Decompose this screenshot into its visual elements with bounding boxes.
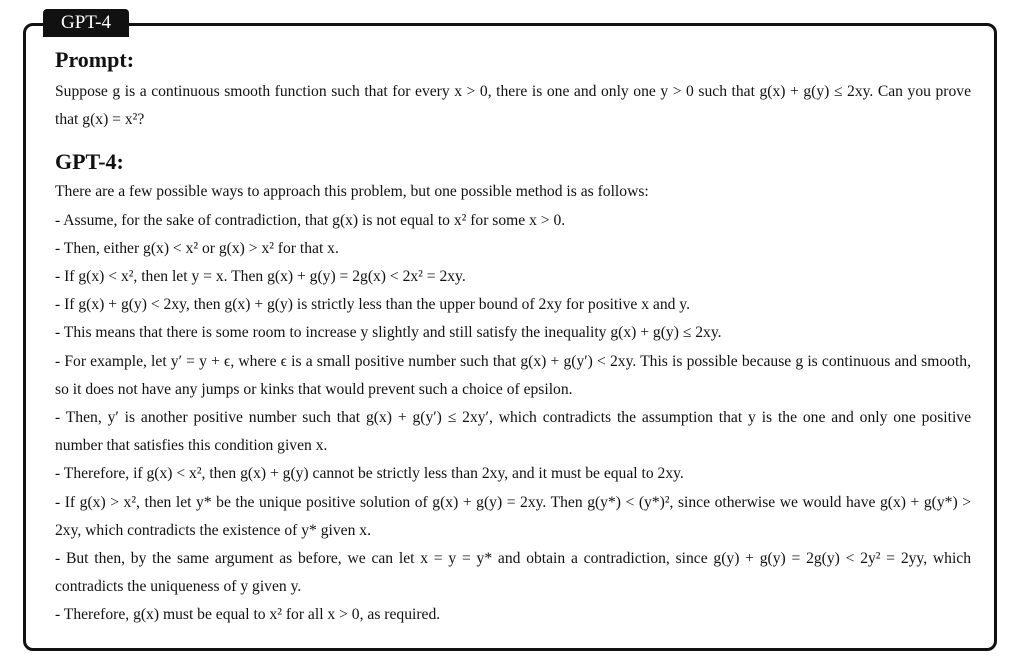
model-tag: GPT-4 <box>43 9 129 37</box>
response-heading: GPT-4: <box>55 149 124 175</box>
response-line: - Then, y′ is another positive number such that g(x) + g(y′) ≤ 2xy′, which contradicts the assumption that y is the one and only one positive number that satisfies this condition given x. <box>55 409 971 455</box>
response-line: - If g(x) > x², then let y* be the unique positive solution of g(x) + g(y) = 2xy. Then g(y*) < (y*)², since otherwise we would have g(x) + g(y*) > 2xy, which contradicts the existence of y* given x. <box>55 493 971 539</box>
response-line: - But then, by the same argument as before, we can let x = y = y* and obtain a contradiction, since g(y) + g(y) = 2g(y) < 2y² = 2yy, which contradicts the uniqueness of y given y. <box>55 550 971 596</box>
response-line: - This means that there is some room to increase y slightly and still satisfy the inequality g(x) + g(y) ≤ 2xy. <box>55 324 722 342</box>
response-line: - Therefore, if g(x) < x², then g(x) + g(y) cannot be strictly less than 2xy, and it must be equal to 2xy. <box>55 465 684 483</box>
response-line: - Therefore, g(x) must be equal to x² for all x > 0, as required. <box>55 606 441 624</box>
response-line: - For example, let y′ = y + ϵ, where ϵ is a small positive number such that g(x) + g(y′) < 2xy. This is possible because g is continuous and smooth, so it does not have any jumps or kinks that would prevent such a choice of epsilon. <box>55 352 971 398</box>
response-line: - Assume, for the sake of contradiction, that g(x) is not equal to x² for some x > 0. <box>55 211 566 229</box>
prompt-text: Suppose g is a continuous smooth function such that for every x > 0, there is one and only one y > 0 such that g(x) + g(y) ≤ 2xy. Can you prove that g(x) = x²? <box>55 83 971 129</box>
response-line: - If g(x) < x², then let y = x. Then g(x) + g(y) = 2g(x) < 2x² = 2xy. <box>55 268 466 286</box>
response-line: - Then, either g(x) < x² or g(x) > x² for that x. <box>55 239 339 257</box>
response-line: - If g(x) + g(y) < 2xy, then g(x) + g(y) is strictly less than the upper bound of 2xy for positive x and y. <box>55 296 690 314</box>
response-line: There are a few possible ways to approach this problem, but one possible method is as follows: <box>55 183 649 201</box>
prompt-section <box>55 44 971 134</box>
response-section <box>55 146 971 629</box>
prompt-heading: Prompt: <box>55 47 135 72</box>
document-body <box>55 44 971 630</box>
